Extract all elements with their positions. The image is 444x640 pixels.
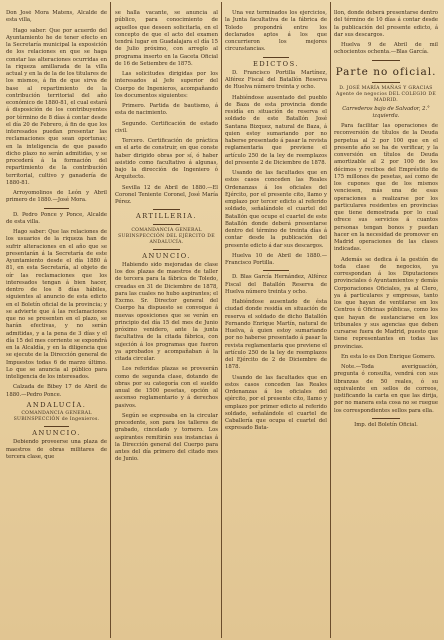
paragraph: Segundo. Certificación de estado civil. xyxy=(115,120,218,134)
section-heading: ANDALUCÍA. xyxy=(26,400,87,409)
signature: Sevilla 12 de Abril de 1880.—El Coronel Teniente Coronel, José María Pérez. xyxy=(115,184,218,205)
column-3 xyxy=(225,10,327,636)
printer-imprint: Imp. del Boletín Oficial. xyxy=(354,421,418,428)
paragraph: Habiéndose ausentado de ésta ciudad donde residía en situación de reserva el soldado de dicho Batallón Fernando Enrique Martín, natural de Huelva, á quien estoy sumariando por no haberse presentado á pasar la revista reglamentaria que previene el artículo 250 de la ley de reemplazos del Ejército de 2 de Diciembre de 1878. xyxy=(225,299,327,371)
column-rule xyxy=(330,2,331,638)
section-subheading: COMANDANCIA GENERAL SUBINSPECCIÓN de Ingenieros. xyxy=(13,411,100,422)
paragraph: Don José Mora Matens, Alcalde de esta villa, xyxy=(6,10,107,24)
divider xyxy=(153,224,180,225)
paragraph: Note.—Toda averiguación, pregunta ó consulta, vendrá con sus libranzas de 50 reales, ó su equivalente en sellos de correos, justificando la carta en que las dirija, por no manera esta cosa no se ruegue los correspondientes sellos para ella. xyxy=(334,364,438,414)
paragraph: Los referidas plazas se proveerán como de segunda clase, dotando de obras por su categoría con el sueldo anual de 1500 pesetas, opción al ascenso reglamentario y á derechos pasivos. xyxy=(115,366,218,409)
paragraph: Una vez terminados los ejercicios, la Junta facultativa de la fábrica de Toledo propondrá entre los declarados aptos á los que concurrieron los mejores circunstancias. xyxy=(225,10,327,53)
signature: Calzada de Bibey 17 de Abril de 1880.—Pedro Ponce. xyxy=(6,384,107,398)
paragraph: Tercero. Certificación de práctica en el arte de construir, en que conste haber dirigido obras por sí, ó haber asistido como facultativo á algunas, bajo la dirección de Ingeniero ó Arquitecto. xyxy=(115,138,218,181)
address: Carrederos bajo de Salvador, 2.° izquierda. xyxy=(342,105,430,119)
paragraph: Para facilitar las operaciones de reconversión de títulos de la Deuda perpetua al 2 por 100 que en el presente año se ha de verificar, y la conversión en títulos de Deuda amortizable al 2 por 100 de los décimos y recibos del Empréstito de 175 millones de pesetas, así como de los cupones que de los mismos venciesen, más una de esas operaciones a realizarse por los particulares residentes en provincias que tiene demostrada por lo cual ofrece sus servicios á cuantos personas tengan bonos y puedan hacer en la necesidad de promover en Madrid operaciones de las clases indicadas. xyxy=(334,123,438,253)
signature: Huelva 10 de Abril de 1880.—Francisco Portilla. xyxy=(225,252,327,266)
paragraph: Según se expresaba en la circular precedente, son para los talleres de grabado, cincelado y tornero. Los aspirantes remitirán sus instancias á la Dirección general del Cuerpo para antes del día primero del citado mes de Junio. xyxy=(115,412,218,463)
paragraph: Hago saber: Que las relaciones de los usuarios de la riqueza han de sufrir alteraciones en el año que se presentarán á la Secretaría de este Ayuntamiento desde el día 1880 á 81, en esta Secretaría, al objeto de oír las reclamaciones que los interesados tengan á bien hacer, dentro de los 8 días hábiles, siguientes al anuncio de esta edicto en el Boletín oficial de la provincia; y se advierte que á las reclamaciones que no se presenten en el plazo, se harán efectivas, y no serán admitidas, y a la pena de 3 días y el día 15 del mes corriente se expondrá en la Alcaldía, y en la diligencia que se ejecute de la Dirección general de Impuestos todas 6 de marzo último. Lo que se anuncia al público para inteligencia de los interesados. xyxy=(6,229,107,380)
paragraph: llon, donde deberá presentarse dentro del término de 10 días á contar desde la publicación del presente edicto, á dar sus descargos. xyxy=(334,10,438,38)
signature: Arroyomolinos de León y Abril primero de 1880.—José Mora. xyxy=(6,190,107,204)
divider xyxy=(263,57,289,58)
divider xyxy=(372,418,400,419)
column-rule xyxy=(221,2,222,638)
paragraph: Primero. Partida de bautismo, á esta de nacimiento. xyxy=(115,103,218,117)
paragraph: Además se dedica á la gestión de toda clase de negocios, ya correspondan á los Diputaciones provinciales ó Ayuntamientos y demás Corporaciones Oficiales, ya al Clero, ya á particulares y empresas, tanto los que hayan de ventilarse en los Centros ú Oficinas públicas, como los que hayan de sustanciarse en los tribunales y sus agencias que deben cursarse fuera de Madrid, puesto que tiene representantes en todas las provincias. xyxy=(334,256,438,350)
paragraph: Usando de las facultades que en estos casos conceden las Reales Ordenanzas á los oficiales del Ejército, por el presente cito, llamo y emplazo por tercer edicto al referido soldado, señalándole el cuartel del Batallón que ocupe el cuartel de este Batallón donde deberá presentarse dentro del término de treinta días á contar desde la publicación del presente edicto á dar sus descargos. xyxy=(225,170,327,249)
paragraph: se halla vacante, se anuncia al público, para conocimiento de aquellos que deseen solicitarla, en el concepto de que el acto del examen tendrá lugar en Guadalajara el día 15 de Julio próximo, con arreglo al programa inserto en la Gaceta Oficial de 16 de Setiembre de 1875. xyxy=(115,10,218,67)
section-title: Parte no oficial. xyxy=(335,65,437,78)
divider xyxy=(372,60,400,61)
divider xyxy=(44,208,69,209)
paragraph: Usando de las facultades que en estos casos conceden las Reales Ordenanzas á los oficiales del ejército, por el presente cito, llamo y emplazo por primer edicto al referido soldado, señalándole el cuartel de Caballería que ocupa el cuartel del expresado Bata- xyxy=(225,374,327,432)
section-heading: ARTILLERIA. xyxy=(135,212,198,221)
section-subheading: COMANDANCIA GENERAL SUBINSPECCIÓN DEL EJÉRCITO DE ANDALUCÍA. xyxy=(118,227,215,245)
paragraph: Las solicitudes dirigidas por los interesados al Jefe superior del Cuerpo de Ingenieros, acompañando los documentos siguientes: xyxy=(115,71,218,99)
section-heading: EDICTOS. xyxy=(253,59,299,68)
column-4 xyxy=(334,10,438,636)
paragraph: D. Pedro Ponce y Ponce, Alcalde de esta villa. xyxy=(6,211,107,225)
paragraph: En esta lo es Don Enrique Gomero. xyxy=(341,353,436,360)
paragraph: D. Blas García Hernández, Alférez Fiscal del Batallón Reserva de Huelva número treinta y ocho. xyxy=(225,274,327,295)
column-rule xyxy=(110,2,111,638)
divider xyxy=(153,209,180,210)
column-1 xyxy=(6,10,107,636)
divider xyxy=(44,426,69,427)
notice-heading: ANUNCIO. xyxy=(32,429,81,437)
paragraph: Habiéndose ausentado del pueblo de Baza de esta provincia donde residía en situación de reserva el soldado de este Batallón José Santana Bizquez, natural de Baza, á quien estoy sumariando por no haberse presentado á pasar la revista reglamentaria que previene el artículo 250 de la ley de reemplazos del presente 2 de Diciembre de 1878. xyxy=(225,94,327,166)
agent-header: D. JOSÉ MARÍA MAÑAS Y GRACIAS Agente de negocios DEL COLEGIO DE MADRID. xyxy=(336,85,436,103)
paragraph: Hago saber: Que por acuerdo del Ayuntamiento he de tener efecto en la Secretaría municipal la exposición de los relaciones en que se haga constar las alteraciones ocurridas en la riqueza amillarada de la villa actual y en la de la de los titulares de los mismos, á fin de que sirva de base al repartimiento de la contribución territorial del año económico de 1880-81, el cual estará á disposición de los contribuyentes por término de 8 días á contar desde el día 20 de Febrero, á fin de que los interesados puedan presentar las reclamaciones que sean oportunas; en la inteligencia de que pasado dicho plazo no serán admitidas, y se procederá á la formación del repartimiento de la contribución territorial, cultivo y ganadería de 1880-81. xyxy=(6,27,107,186)
paragraph: Habiendo sido mejoradas de clase los dos plazas de maestros de taller de tercera para la fábrica de Toledo, creadas en 31 de Diciembre de 1878, para las cuales no hubo aspirantes; el Excmo. Sr. Director general del Cuerpo ha dispuesto se convoque á nuevas oposiciones que se verán en principio del día 15 del mes de Junio próximo venidero, ante la junta facultativa de la citada fábrica, con sujeción á los programas que fueron ya aprobados y acompañaban á la citada circular. xyxy=(115,261,218,362)
notice-heading: ANUNCIO. xyxy=(142,251,191,260)
divider xyxy=(153,249,180,250)
paragraph: Debiendo proveerse una plaza de maestros de obras militares de tercera clase, que xyxy=(6,439,107,460)
column-2 xyxy=(115,10,218,636)
paragraph: D. Francisco Portilla Martínez, Alférez Fiscal del Batallón Reserva de Huelva número treinta y ocho. xyxy=(225,69,327,91)
divider xyxy=(372,82,400,83)
signature: Huelva 9 de Abril de mil ochocientos ochenta.—Blas García. xyxy=(334,42,438,56)
divider xyxy=(263,270,289,271)
